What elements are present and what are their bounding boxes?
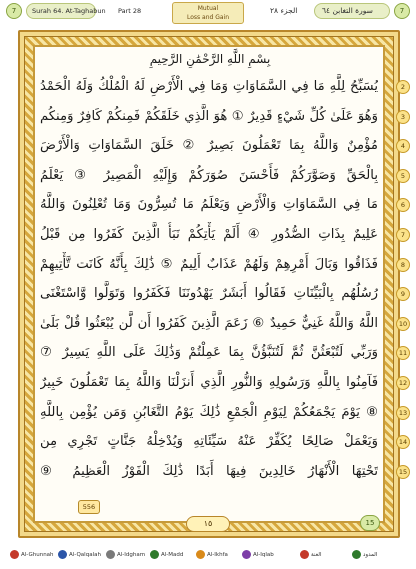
right-surah-label: سورة التغابن ٦٤ [322,6,373,15]
legend-label: Al-Ikhfa [207,552,228,558]
line-number-badge: 12 [396,376,410,390]
page-badge-left: 556 [78,500,100,514]
left-page-badge: 7 [6,3,22,19]
legend-item [150,549,183,561]
legend-swatch [106,550,115,559]
line-number-badge: 11 [396,346,410,360]
verse-line: عَلِيمٌ بِذَاتِ الصُّدُورِ ④ أَلَمْ يَأْتِكُمْ نَبَأُ الَّذِينَ كَفَرُوا مِن قَبْلُ [40,227,378,242]
legend-swatch [300,550,309,559]
legend-swatch [196,550,205,559]
legend-item [10,549,54,561]
page-header [0,0,416,30]
legend-swatch [10,550,19,559]
legend-item [58,549,101,561]
line-number-badge: 2 [396,80,410,94]
left-surah-label: Surah 64. At-Taghabun [32,7,106,15]
verse-line: بِالْحَقِّ وَصَوَّرَكُمْ فَأَحْسَنَ صُوَرَكُمْ وَإِلَيْهِ الْمَصِيرُ ③ يَعْلَمُ [40,167,378,183]
legend-swatch [242,550,251,559]
legend-item [242,549,274,561]
legend-item [106,549,145,561]
line-number-badge: 6 [396,198,410,212]
line-number-badge: 9 [396,287,410,301]
verse-line: مُؤْمِنٌ وَاللَّهُ بِمَا تَعْمَلُونَ بَصِيرٌ ② خَلَقَ السَّمَاوَاتِ وَالْأَرْضَ [40,138,378,154]
surah-meaning-line2: Loss and Gain [186,14,230,21]
line-number-badge: 13 [396,406,410,420]
line-number-badge: 14 [396,435,410,449]
legend-label: Al-Idgham [117,552,146,558]
left-part-label: Part 28 [118,7,142,15]
legend-item [352,549,377,561]
tajweed-legend [0,544,416,569]
line-number-badge: 3 [396,110,410,124]
line-number-badge: 10 [396,317,410,331]
bismillah: بِسْمِ اللَّهِ الرَّحْمَٰنِ الرَّحِيمِ [149,52,271,66]
legend-label: Al-Iqlab [253,552,274,558]
legend-label: Al-Qalqalah [69,552,101,558]
legend-swatch [352,550,361,559]
legend-swatch [58,550,67,559]
verse-line: رُسُلُهُم بِالْبَيِّنَاتِ فَقَالُوا أَبَشَرٌ يَهْدُونَنَا فَكَفَرُوا وَتَوَلَّوا وَّاسْتَغْنَى [40,286,378,302]
surah-meaning-box [172,2,244,24]
verse-line: ⑧ يَوْمَ يَجْمَعُكُمْ لِيَوْمِ الْجَمْعِ ذَٰلِكَ يَوْمُ التَّغَابُنِ وَمَن يُؤْمِن بِاللَّهِ [40,404,378,420]
verse-line: فَآمِنُوا بِاللَّهِ وَرَسُولِهِ وَالنُّورِ الَّذِي أَنزَلْنَا وَاللَّهُ بِمَا تَعْمَلُونَ خَبِيرٌ [40,375,378,390]
verse-line: اللَّهُ وَاللَّهُ غَنِيٌّ حَمِيدٌ ⑥ زَعَمَ الَّذِينَ كَفَرُوا أَن لَّن يُبْعَثُوا قُلْ بَلَىٰ [40,315,378,331]
line-number-badge: 15 [396,465,410,479]
page-number-right: 15 [360,515,380,531]
verse-line: فَذَاقُوا وَبَالَ أَمْرِهِمْ وَلَهُمْ عَذَابٌ أَلِيمٌ ⑤ ذَٰلِكَ بِأَنَّهُ كَانَت تَّأْتِيهِمْ [40,256,378,272]
legend-label: Al-Madd [161,552,184,558]
line-number-badge: 4 [396,139,410,153]
verse-line: وَهُوَ عَلَىٰ كُلِّ شَيْءٍ قَدِيرٌ ① هُوَ الَّذِي خَلَقَكُمْ فَمِنكُمْ كَافِرٌ وَمِنكُم [40,108,378,124]
right-juz-label: الجزء ٢٨ [270,6,298,15]
legend-label: المدود [363,552,378,558]
verse-line: يُسَبِّحُ لِلَّهِ مَا فِي السَّمَاوَاتِ وَمَا فِي الْأَرْضِ لَهُ الْمُلْكُ وَلَهُ الْحَمْدُ [40,79,378,94]
legend-item [300,549,321,561]
line-number-badge: 8 [396,258,410,272]
verse-line: مَا فِي السَّمَاوَاتِ وَالْأَرْضِ وَيَعْلَمُ مَا تُسِرُّونَ وَمَا تُعْلِنُونَ وَاللَّهُ [40,197,378,213]
surah-meaning-line1: Mutual [197,5,219,12]
right-page-badge: 7 [394,3,410,19]
page-number-arabic: ١٥ [186,516,230,532]
verse-line: وَرَبِّي لَتُبْعَثُنَّ ثُمَّ لَتُنَبَّؤُنَّ بِمَا عَمِلْتُمْ وَذَٰلِكَ عَلَى اللَّهِ يَسِيرٌ ⑦ [40,345,378,361]
legend-label: Al-Ghunnah [21,552,54,558]
legend-item [196,549,228,561]
legend-swatch [150,550,159,559]
verse-line: تَحْتِهَا الْأَنْهَارُ خَالِدِينَ فِيهَا أَبَدًا ذَٰلِكَ الْفَوْزُ الْعَظِيمُ ⑨ [40,463,378,479]
line-number-badge: 5 [396,169,410,183]
line-number-badge: 7 [396,228,410,242]
legend-label: الغنة [311,552,322,558]
verse-line: وَيَعْمَلْ صَالِحًا يُكَفِّرْ عَنْهُ سَيِّئَاتِهِ وَيُدْخِلْهُ جَنَّاتٍ تَجْرِي مِن [40,434,378,450]
